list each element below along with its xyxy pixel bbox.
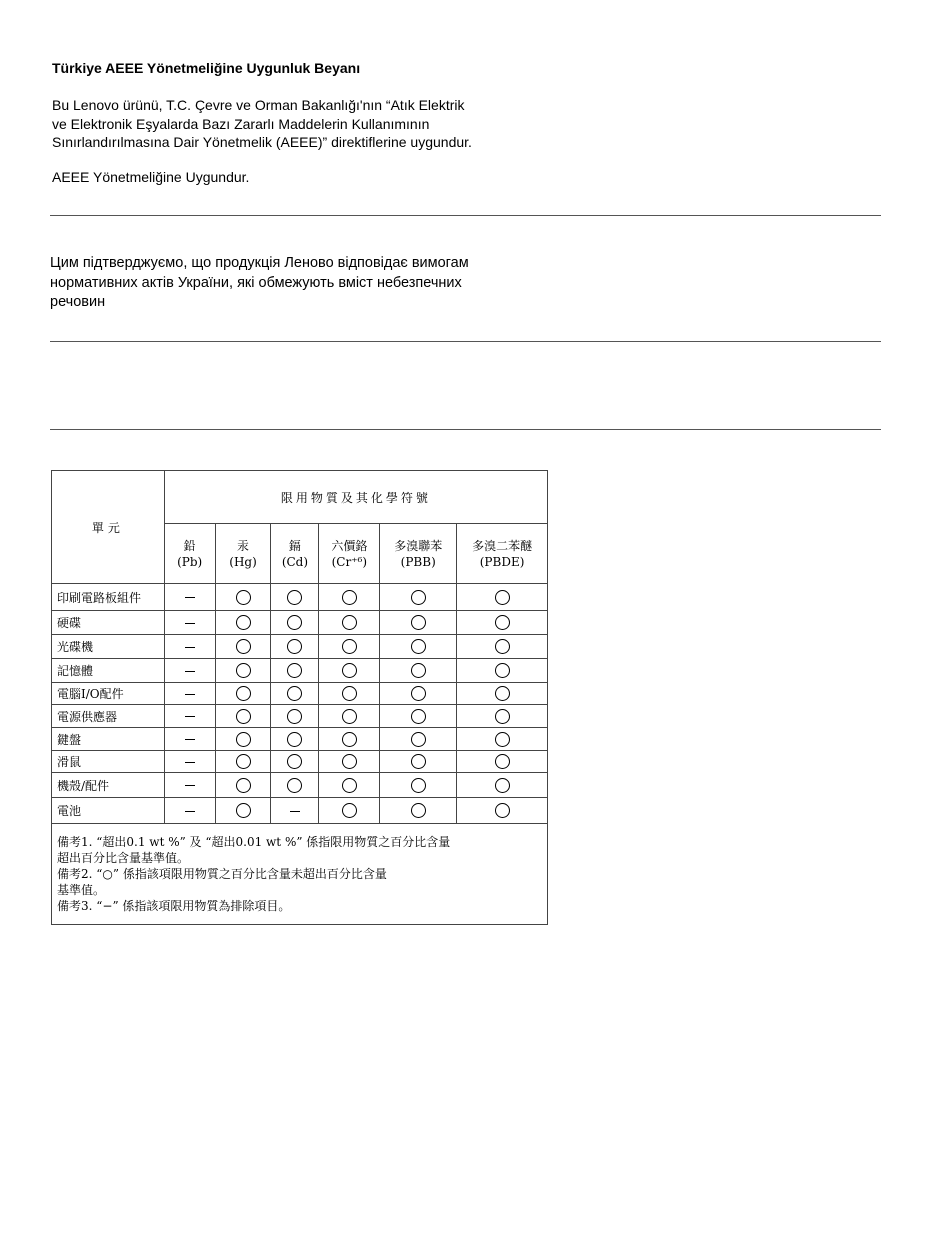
circle-mark: [342, 803, 357, 818]
mark-cell: [164, 728, 215, 751]
table-row: [52, 635, 548, 659]
unit-name: 電池: [52, 798, 165, 824]
table-row: [52, 611, 548, 635]
unit-name: 電腦I/O配件: [52, 683, 165, 705]
table-row: [52, 683, 548, 705]
turkey-paragraph-line: ve Elektronik Eşyalarda Bazı Zararlı Maddelerin Kullanımının: [52, 116, 430, 132]
mark-cell: [380, 705, 457, 728]
mark-cell: [457, 751, 548, 773]
circle-mark: [411, 803, 426, 818]
mark-cell: [457, 584, 548, 611]
mark-cell: [271, 635, 319, 659]
substance-header: [380, 524, 457, 584]
circle-mark: [342, 778, 357, 793]
substance-header: [164, 524, 215, 584]
dash-mark: [185, 716, 195, 717]
mark-cell: [271, 611, 319, 635]
mark-cell: [164, 635, 215, 659]
mark-cell: [457, 635, 548, 659]
circle-mark: [411, 590, 426, 605]
circle-mark: [236, 803, 251, 818]
circle-mark: [342, 732, 357, 747]
mark-cell: [271, 683, 319, 705]
substance-symbol: (Cr⁺⁶): [331, 554, 368, 569]
mark-cell: [215, 773, 271, 798]
table-row: [52, 751, 548, 773]
substance-name: 汞: [237, 538, 250, 553]
mark-cell: [380, 611, 457, 635]
substance-symbol: (Pb): [177, 554, 203, 569]
circle-mark: [236, 686, 251, 701]
circle-mark: [287, 590, 302, 605]
substance-header: [215, 524, 271, 584]
circle-mark: [411, 732, 426, 747]
dash-mark: [185, 739, 195, 740]
circle-mark: [495, 754, 510, 769]
divider: [50, 429, 881, 430]
substance-symbol: (PBDE): [479, 554, 525, 569]
unit-name: 印刷電路板組件: [52, 584, 165, 611]
turkey-compliance: AEEE Yönetmeliğine Uygundur.: [52, 169, 250, 185]
circle-mark: [236, 709, 251, 724]
divider: [50, 215, 881, 216]
circle-mark: [342, 663, 357, 678]
mark-cell: [164, 683, 215, 705]
substance-header: [319, 524, 380, 584]
note-line: 超出百分比含量基準值。: [57, 851, 190, 865]
mark-cell: [457, 705, 548, 728]
mark-cell: [319, 798, 380, 824]
mark-cell: [215, 584, 271, 611]
notes-cell: [52, 824, 548, 925]
mark-cell: [319, 728, 380, 751]
mark-cell: [380, 773, 457, 798]
mark-cell: [319, 635, 380, 659]
table-row: [52, 659, 548, 683]
circle-mark: [342, 754, 357, 769]
mark-cell: [215, 728, 271, 751]
mark-cell: [215, 635, 271, 659]
dash-mark: [185, 694, 195, 695]
mark-cell: [319, 611, 380, 635]
circle-mark: [287, 732, 302, 747]
substance-name: 多溴聯苯: [394, 538, 443, 553]
mark-cell: [319, 751, 380, 773]
rohs-table: [51, 470, 548, 925]
ukraine-line: речовин: [50, 294, 106, 310]
turkey-paragraph-line: Sınırlandırılmasına Dair Yönetmelik (AEEE)” direktiflerine uygundur.: [52, 134, 472, 150]
unit-name: 光碟機: [52, 635, 165, 659]
mark-cell: [164, 584, 215, 611]
note-line: 備考2. “○” 係指該項限用物質之百分比含量未超出百分比含量: [57, 867, 387, 881]
circle-mark: [342, 615, 357, 630]
mark-cell: [215, 705, 271, 728]
mark-cell: [271, 773, 319, 798]
substance-name: 六價鉻: [331, 538, 368, 553]
mark-cell: [271, 798, 319, 824]
mark-cell: [215, 751, 271, 773]
dash-mark: [185, 762, 195, 763]
substance-header: [457, 524, 548, 584]
circle-mark: [287, 686, 302, 701]
circle-mark: [495, 615, 510, 630]
circle-mark: [236, 754, 251, 769]
mark-cell: [319, 705, 380, 728]
circle-mark: [287, 754, 302, 769]
dash-mark: [290, 811, 300, 812]
mark-cell: [380, 635, 457, 659]
unit-name: 滑鼠: [52, 751, 165, 773]
circle-mark: [287, 639, 302, 654]
mark-cell: [215, 659, 271, 683]
circle-mark: [287, 615, 302, 630]
circle-mark: [495, 778, 510, 793]
ukraine-line: нормативних актів України, які обмежують вміст небезпечних: [50, 275, 462, 291]
note-line: 備考1. “超出0.1 wt %” 及 “超出0.01 wt %” 係指限用物質之百分比含量: [57, 835, 451, 849]
mark-cell: [164, 611, 215, 635]
circle-mark: [342, 709, 357, 724]
substance-name: 鉛: [183, 538, 196, 553]
mark-cell: [380, 683, 457, 705]
dash-mark: [185, 597, 195, 598]
circle-mark: [236, 590, 251, 605]
circle-mark: [411, 663, 426, 678]
substance-header: [271, 524, 319, 584]
dash-mark: [185, 623, 195, 624]
circle-mark: [287, 709, 302, 724]
mark-cell: [457, 728, 548, 751]
mark-cell: [380, 751, 457, 773]
unit-header: 單元: [52, 471, 165, 584]
substance-name: 鎘: [288, 538, 301, 553]
substance-symbol: (Cd): [281, 554, 309, 569]
mark-cell: [164, 751, 215, 773]
substances-header: 限用物質及其化學符號: [164, 471, 547, 524]
circle-mark: [342, 590, 357, 605]
circle-mark: [495, 803, 510, 818]
mark-cell: [457, 798, 548, 824]
table-row: [52, 773, 548, 798]
turkey-title: Türkiye AEEE Yönetmeliğine Uygunluk Beyanı: [52, 60, 361, 76]
mark-cell: [271, 659, 319, 683]
circle-mark: [495, 732, 510, 747]
circle-mark: [411, 639, 426, 654]
unit-name: 機殼/配件: [52, 773, 165, 798]
mark-cell: [164, 705, 215, 728]
mark-cell: [164, 659, 215, 683]
mark-cell: [215, 798, 271, 824]
circle-mark: [495, 639, 510, 654]
circle-mark: [236, 639, 251, 654]
circle-mark: [287, 663, 302, 678]
mark-cell: [271, 705, 319, 728]
mark-cell: [271, 751, 319, 773]
ukraine-line: Цим підтверджуємо, що продукція Леново відповідає вимогам: [50, 255, 469, 271]
mark-cell: [319, 584, 380, 611]
notes-row: [52, 824, 548, 925]
substance-symbol: (PBB): [400, 554, 436, 569]
mark-cell: [380, 798, 457, 824]
unit-name: 記憶體: [52, 659, 165, 683]
mark-cell: [215, 611, 271, 635]
table-row: [52, 728, 548, 751]
mark-cell: [457, 659, 548, 683]
turkey-paragraph-line: Bu Lenovo ürünü, T.C. Çevre ve Orman Bakanlığı'nın “Atık Elektrik: [52, 97, 465, 113]
mark-cell: [380, 584, 457, 611]
note-line: 備考3. “−” 係指該項限用物質為排除項目。: [57, 899, 291, 913]
circle-mark: [411, 778, 426, 793]
unit-name: 電源供應器: [52, 705, 165, 728]
circle-mark: [411, 615, 426, 630]
mark-cell: [215, 683, 271, 705]
mark-cell: [164, 773, 215, 798]
circle-mark: [236, 778, 251, 793]
circle-mark: [236, 615, 251, 630]
mark-cell: [457, 611, 548, 635]
table-row: [52, 705, 548, 728]
mark-cell: [319, 683, 380, 705]
mark-cell: [380, 659, 457, 683]
circle-mark: [236, 663, 251, 678]
circle-mark: [342, 686, 357, 701]
table-row: [52, 584, 548, 611]
circle-mark: [411, 754, 426, 769]
mark-cell: [164, 798, 215, 824]
unit-name: 硬碟: [52, 611, 165, 635]
note-line: 基準值。: [57, 883, 106, 897]
divider: [50, 341, 881, 342]
circle-mark: [495, 590, 510, 605]
mark-cell: [271, 728, 319, 751]
unit-name: 鍵盤: [52, 728, 165, 751]
circle-mark: [287, 778, 302, 793]
mark-cell: [271, 584, 319, 611]
dash-mark: [185, 647, 195, 648]
mark-cell: [380, 728, 457, 751]
table-row: [52, 798, 548, 824]
mark-cell: [319, 659, 380, 683]
mark-cell: [457, 773, 548, 798]
substance-name: 多溴二苯醚: [472, 538, 533, 553]
circle-mark: [342, 639, 357, 654]
substance-symbol: (Hg): [229, 554, 257, 569]
mark-cell: [319, 773, 380, 798]
circle-mark: [411, 709, 426, 724]
dash-mark: [185, 785, 195, 786]
circle-mark: [411, 686, 426, 701]
circle-mark: [236, 732, 251, 747]
circle-mark: [495, 686, 510, 701]
mark-cell: [457, 683, 548, 705]
circle-mark: [495, 709, 510, 724]
dash-mark: [185, 671, 195, 672]
dash-mark: [185, 811, 195, 812]
circle-mark: [495, 663, 510, 678]
